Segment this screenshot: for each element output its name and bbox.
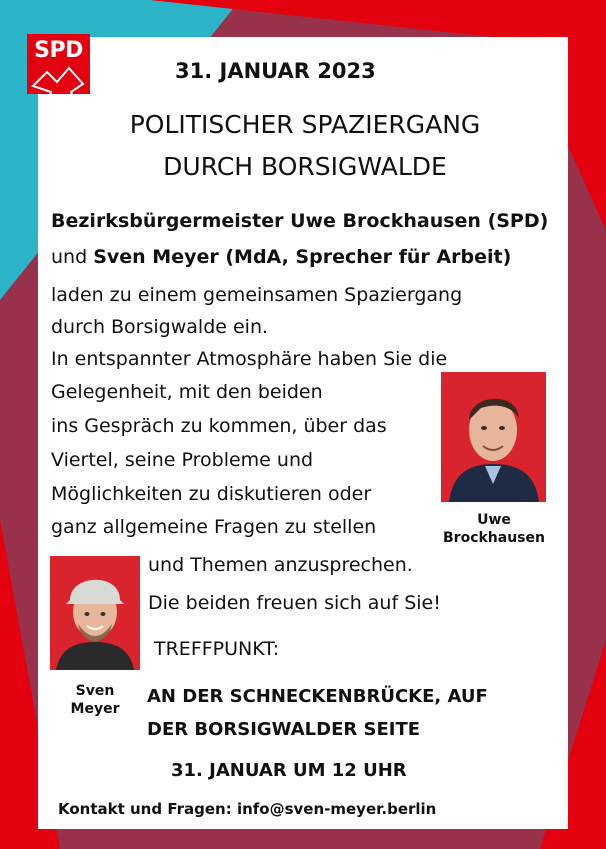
body-line-12: Die beiden freuen sich auf Sie! xyxy=(148,592,441,614)
uwe-brockhausen-photo xyxy=(441,372,546,502)
body-line-7: ins Gespräch zu kommen, über das xyxy=(51,415,387,437)
body-line-10: ganz allgemeine Fragen zu stellen xyxy=(51,516,377,538)
uwe-caption-last: Brockhausen xyxy=(443,530,545,546)
intro-line-2 xyxy=(51,248,511,267)
meeting-place-line-2: DER BORSIGWALDER SEITE xyxy=(147,719,421,740)
meeting-point-label: TREFFPUNKT: xyxy=(154,638,280,660)
intro-sven: Sven Meyer (MdA, Sprecher für Arbeit) xyxy=(93,246,512,268)
intro-and: und xyxy=(51,246,88,268)
body-line-11: und Themen anzusprechen. xyxy=(148,554,413,576)
uwe-caption-first: Uwe xyxy=(477,512,511,528)
sven-meyer-photo xyxy=(50,556,140,670)
sven-caption-last: Meyer xyxy=(70,701,120,717)
body-line-8: Viertel, seine Probleme und xyxy=(51,449,314,471)
sven-caption-first: Sven xyxy=(75,683,115,699)
event-title-line-1: POLITISCHER SPAZIERGANG xyxy=(129,110,481,139)
contact-line: Kontakt und Fragen: info@sven-meyer.berlin xyxy=(58,800,437,818)
meeting-place-line-1: AN DER SCHNECKENBRÜCKE, AUF xyxy=(147,686,488,707)
body-line-4: durch Borsigwalde ein. xyxy=(51,316,269,338)
meeting-time: 31. JANUAR UM 12 UHR xyxy=(171,760,407,781)
body-line-9: Möglichkeiten zu diskutieren oder xyxy=(51,483,372,505)
intro-line-1: Bezirksbürgermeister Uwe Brockhausen (SPD) xyxy=(51,210,549,232)
body-line-6: Gelegenheit, mit den beiden xyxy=(51,381,323,403)
event-title-line-2: DURCH BORSIGWALDE xyxy=(163,152,447,181)
uwe-caption xyxy=(443,511,545,547)
sven-caption xyxy=(56,682,134,718)
event-date-heading: 31. JANUAR 2023 xyxy=(175,59,376,83)
body-line-5: In entspannter Atmosphäre haben Sie die xyxy=(51,348,448,370)
logo-text: SPD xyxy=(34,38,83,63)
spd-logo xyxy=(27,34,90,108)
body-line-3: laden zu einem gemeinsamen Spaziergang xyxy=(51,284,463,306)
